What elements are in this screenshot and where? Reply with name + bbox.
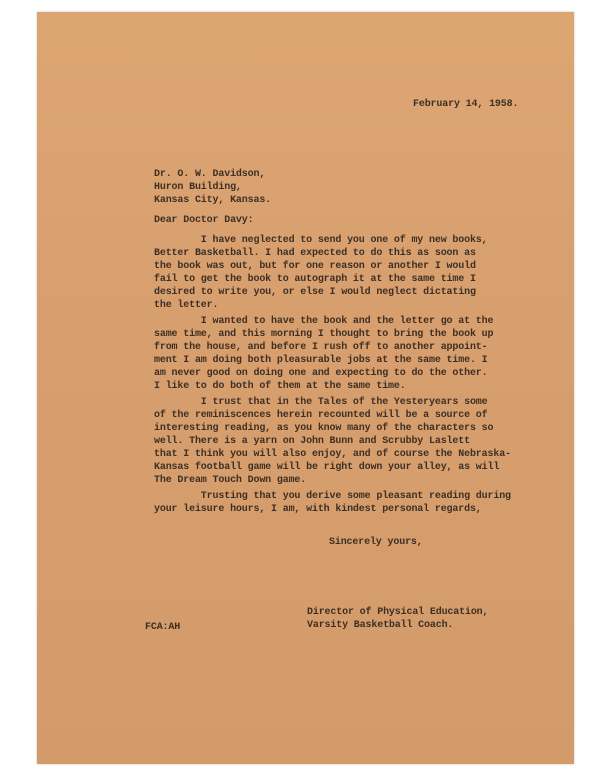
text-line: from the house, and before I rush off to another appoint-: [154, 342, 488, 353]
paragraph-3: [154, 396, 511, 487]
text-line: same time, and this morning I thought to bring the book up: [154, 329, 494, 340]
address-line: Huron Building,: [154, 182, 242, 193]
text-line: fail to get the book to autograph it at the same time I: [154, 274, 476, 285]
text-line: am never good on doing one and expecting to do the other.: [154, 368, 488, 379]
address-line: Dr. O. W. Davidson,: [154, 169, 266, 180]
text-line: Better Basketball. I had expected to do this as soon as: [154, 248, 476, 259]
text-line: the book was out, but for one reason or another I would: [154, 261, 476, 272]
signature-line: Director of Physical Education,: [307, 607, 489, 618]
text-line: interesting reading, as you know many of the characters so: [154, 423, 494, 434]
text-line: I wanted to have the book and the letter go at the: [154, 316, 494, 327]
text-line: the letter.: [154, 300, 219, 311]
letter-date: February 14, 1958.: [413, 99, 519, 110]
text-line: I trust that in the Tales of the Yesteryears some: [154, 397, 488, 408]
text-line: desired to write you, or else I would neglect dictating: [154, 287, 476, 298]
signature-block: [307, 606, 488, 632]
letter-page: [37, 12, 574, 764]
closing: Sincerely yours,: [329, 537, 423, 548]
typist-initials: FCA:AH: [145, 622, 181, 633]
paragraph-2: [154, 315, 493, 393]
address-line: Kansas City, Kansas.: [154, 195, 272, 206]
text-line: I like to do both of them at the same time.: [154, 381, 406, 392]
text-line: Kansas football game will be right down your alley, as will: [154, 462, 500, 473]
text-line: of the reminiscences herein recounted will be a source of: [154, 410, 488, 421]
text-line: I have neglected to send you one of my new books,: [154, 235, 488, 246]
text-line: well. There is a yarn on John Bunn and Scrubby Laslett: [154, 436, 470, 447]
text-line: ment I am doing both pleasurable jobs at the same time. I: [154, 355, 488, 366]
recipient-address: [154, 168, 271, 207]
signature-line: Varsity Basketball Coach.: [307, 620, 454, 631]
paragraph-4: [154, 490, 511, 516]
paragraph-1: [154, 234, 488, 312]
text-line: your leisure hours, I am, with kindest personal regards,: [154, 504, 482, 515]
text-line: The Dream Touch Down game.: [154, 475, 307, 486]
salutation: Dear Doctor Davy:: [154, 215, 254, 226]
text-line: that I think you will also enjoy, and of course the Nebraska-: [154, 449, 511, 460]
text-line: Trusting that you derive some pleasant reading during: [154, 491, 511, 502]
